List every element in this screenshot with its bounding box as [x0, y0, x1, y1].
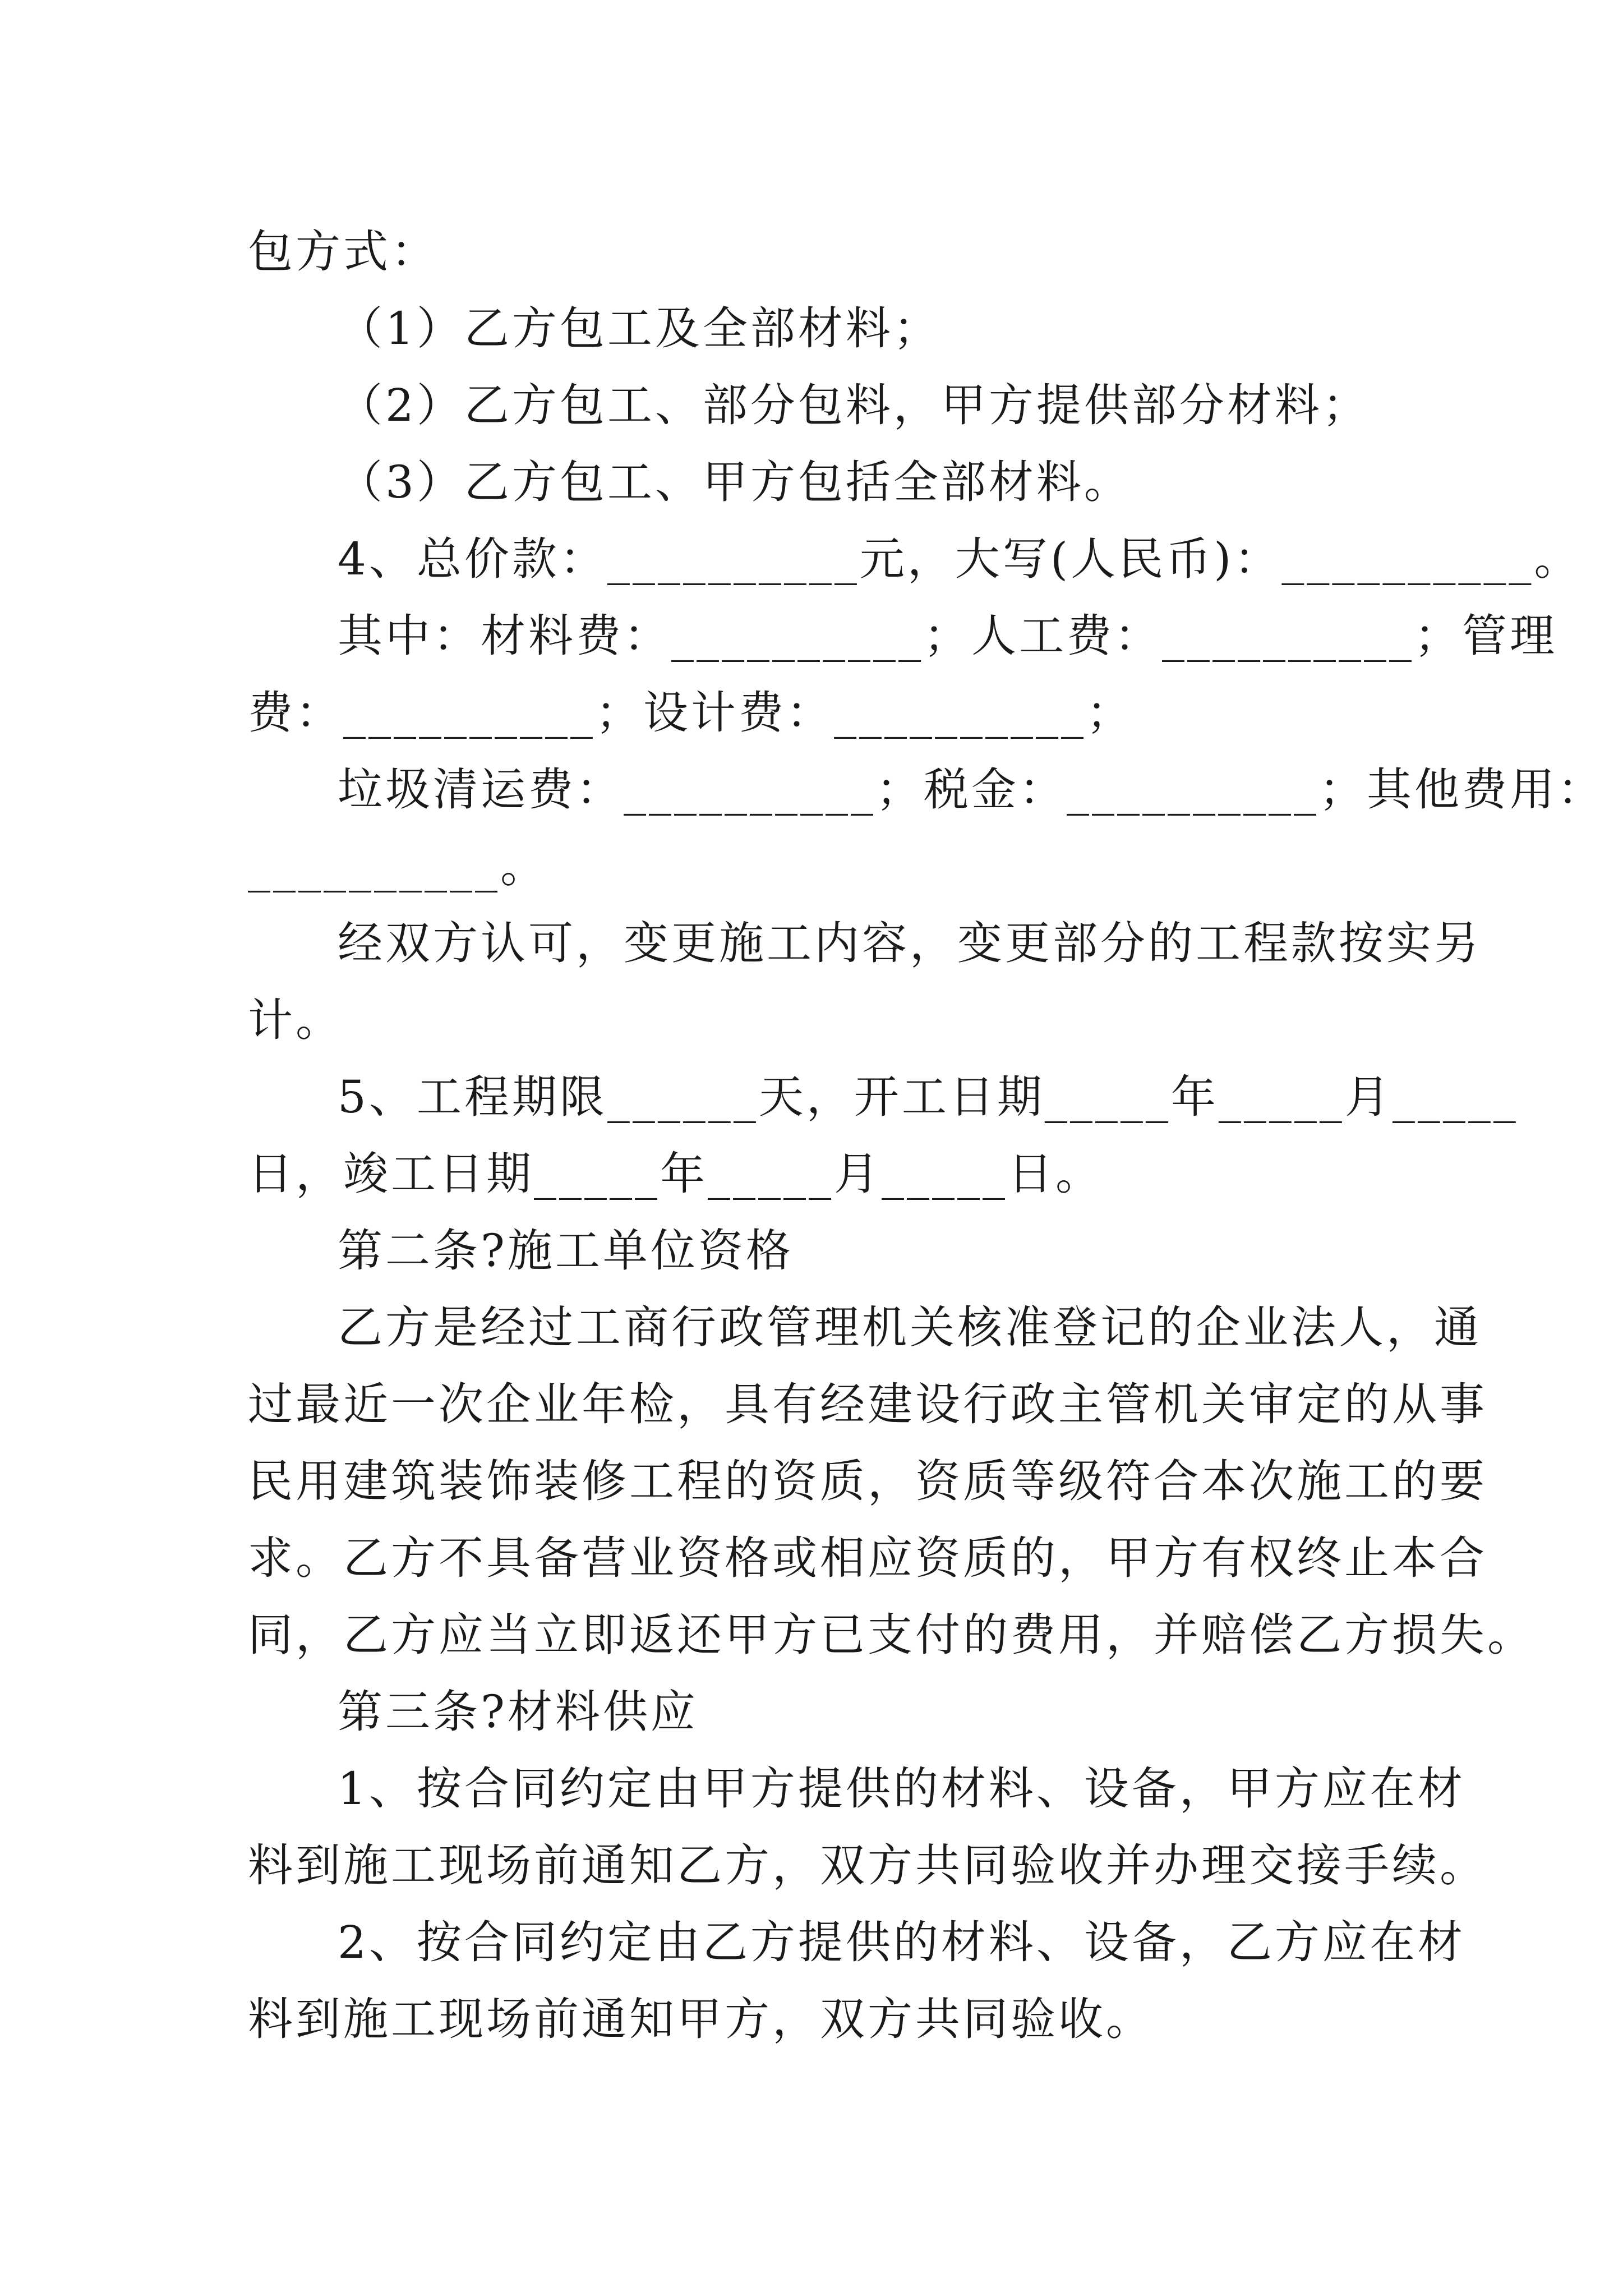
text-line: 同，乙方应当立即返还甲方已支付的费用，并赔偿乙方损失。 [248, 1609, 1535, 1661]
text-line: 计。 [248, 994, 343, 1046]
text-line: 包方式： [248, 226, 439, 278]
text-line: 日，竣工日期_____年_____月_____日。 [248, 1148, 1103, 1200]
section-heading: 第二条?施工单位资格 [338, 1225, 794, 1277]
text-line: 费：__________；设计费：__________； [248, 687, 1134, 739]
text-line: 求。乙方不具备营业资格或相应资质的，甲方有权终止本合 [248, 1532, 1487, 1584]
text-line: 料到施工现场前通知乙方，双方共同验收并办理交接手续。 [248, 1839, 1487, 1892]
text-line: __________。 [248, 840, 548, 892]
text-line: 过最近一次企业年检，具有经建设行政主管机关审定的从事 [248, 1378, 1487, 1430]
text-line: 民用建筑装饰装修工程的资质，资质等级符合本次施工的要 [248, 1455, 1487, 1507]
document-body [248, 213, 1605, 2058]
list-item: （1）乙方包工及全部材料； [338, 302, 941, 355]
text-line: 经双方认可，变更施工内容，变更部分的工程款按实另 [338, 917, 1482, 969]
list-item: （3）乙方包工、甲方包括全部材料。 [338, 456, 1132, 508]
text-line: 其中：材料费：__________；人工费：__________；管理 [338, 610, 1557, 662]
text-line: 5、工程期限______天，开工日期_____年_____月_____ [338, 1071, 1519, 1123]
text-line: 2、按合同约定由乙方提供的材料、设备，乙方应在材 [338, 1916, 1465, 1968]
text-line: 4、总价款：__________元，大写(人民币)：__________。 [338, 533, 1582, 585]
text-line: 1、按合同约定由甲方提供的材料、设备，甲方应在材 [338, 1763, 1465, 1815]
section-heading: 第三条?材料供应 [338, 1686, 698, 1738]
text-line: 乙方是经过工商行政管理机关核准登记的企业法人，通 [338, 1301, 1482, 1354]
text-line: 垃圾清运费：__________；税金：__________；其他费用： [338, 763, 1605, 816]
text-line: 料到施工现场前通知甲方，双方共同验收。 [248, 1993, 1154, 2045]
list-item: （2）乙方包工、部分包料，甲方提供部分材料； [338, 379, 1370, 431]
